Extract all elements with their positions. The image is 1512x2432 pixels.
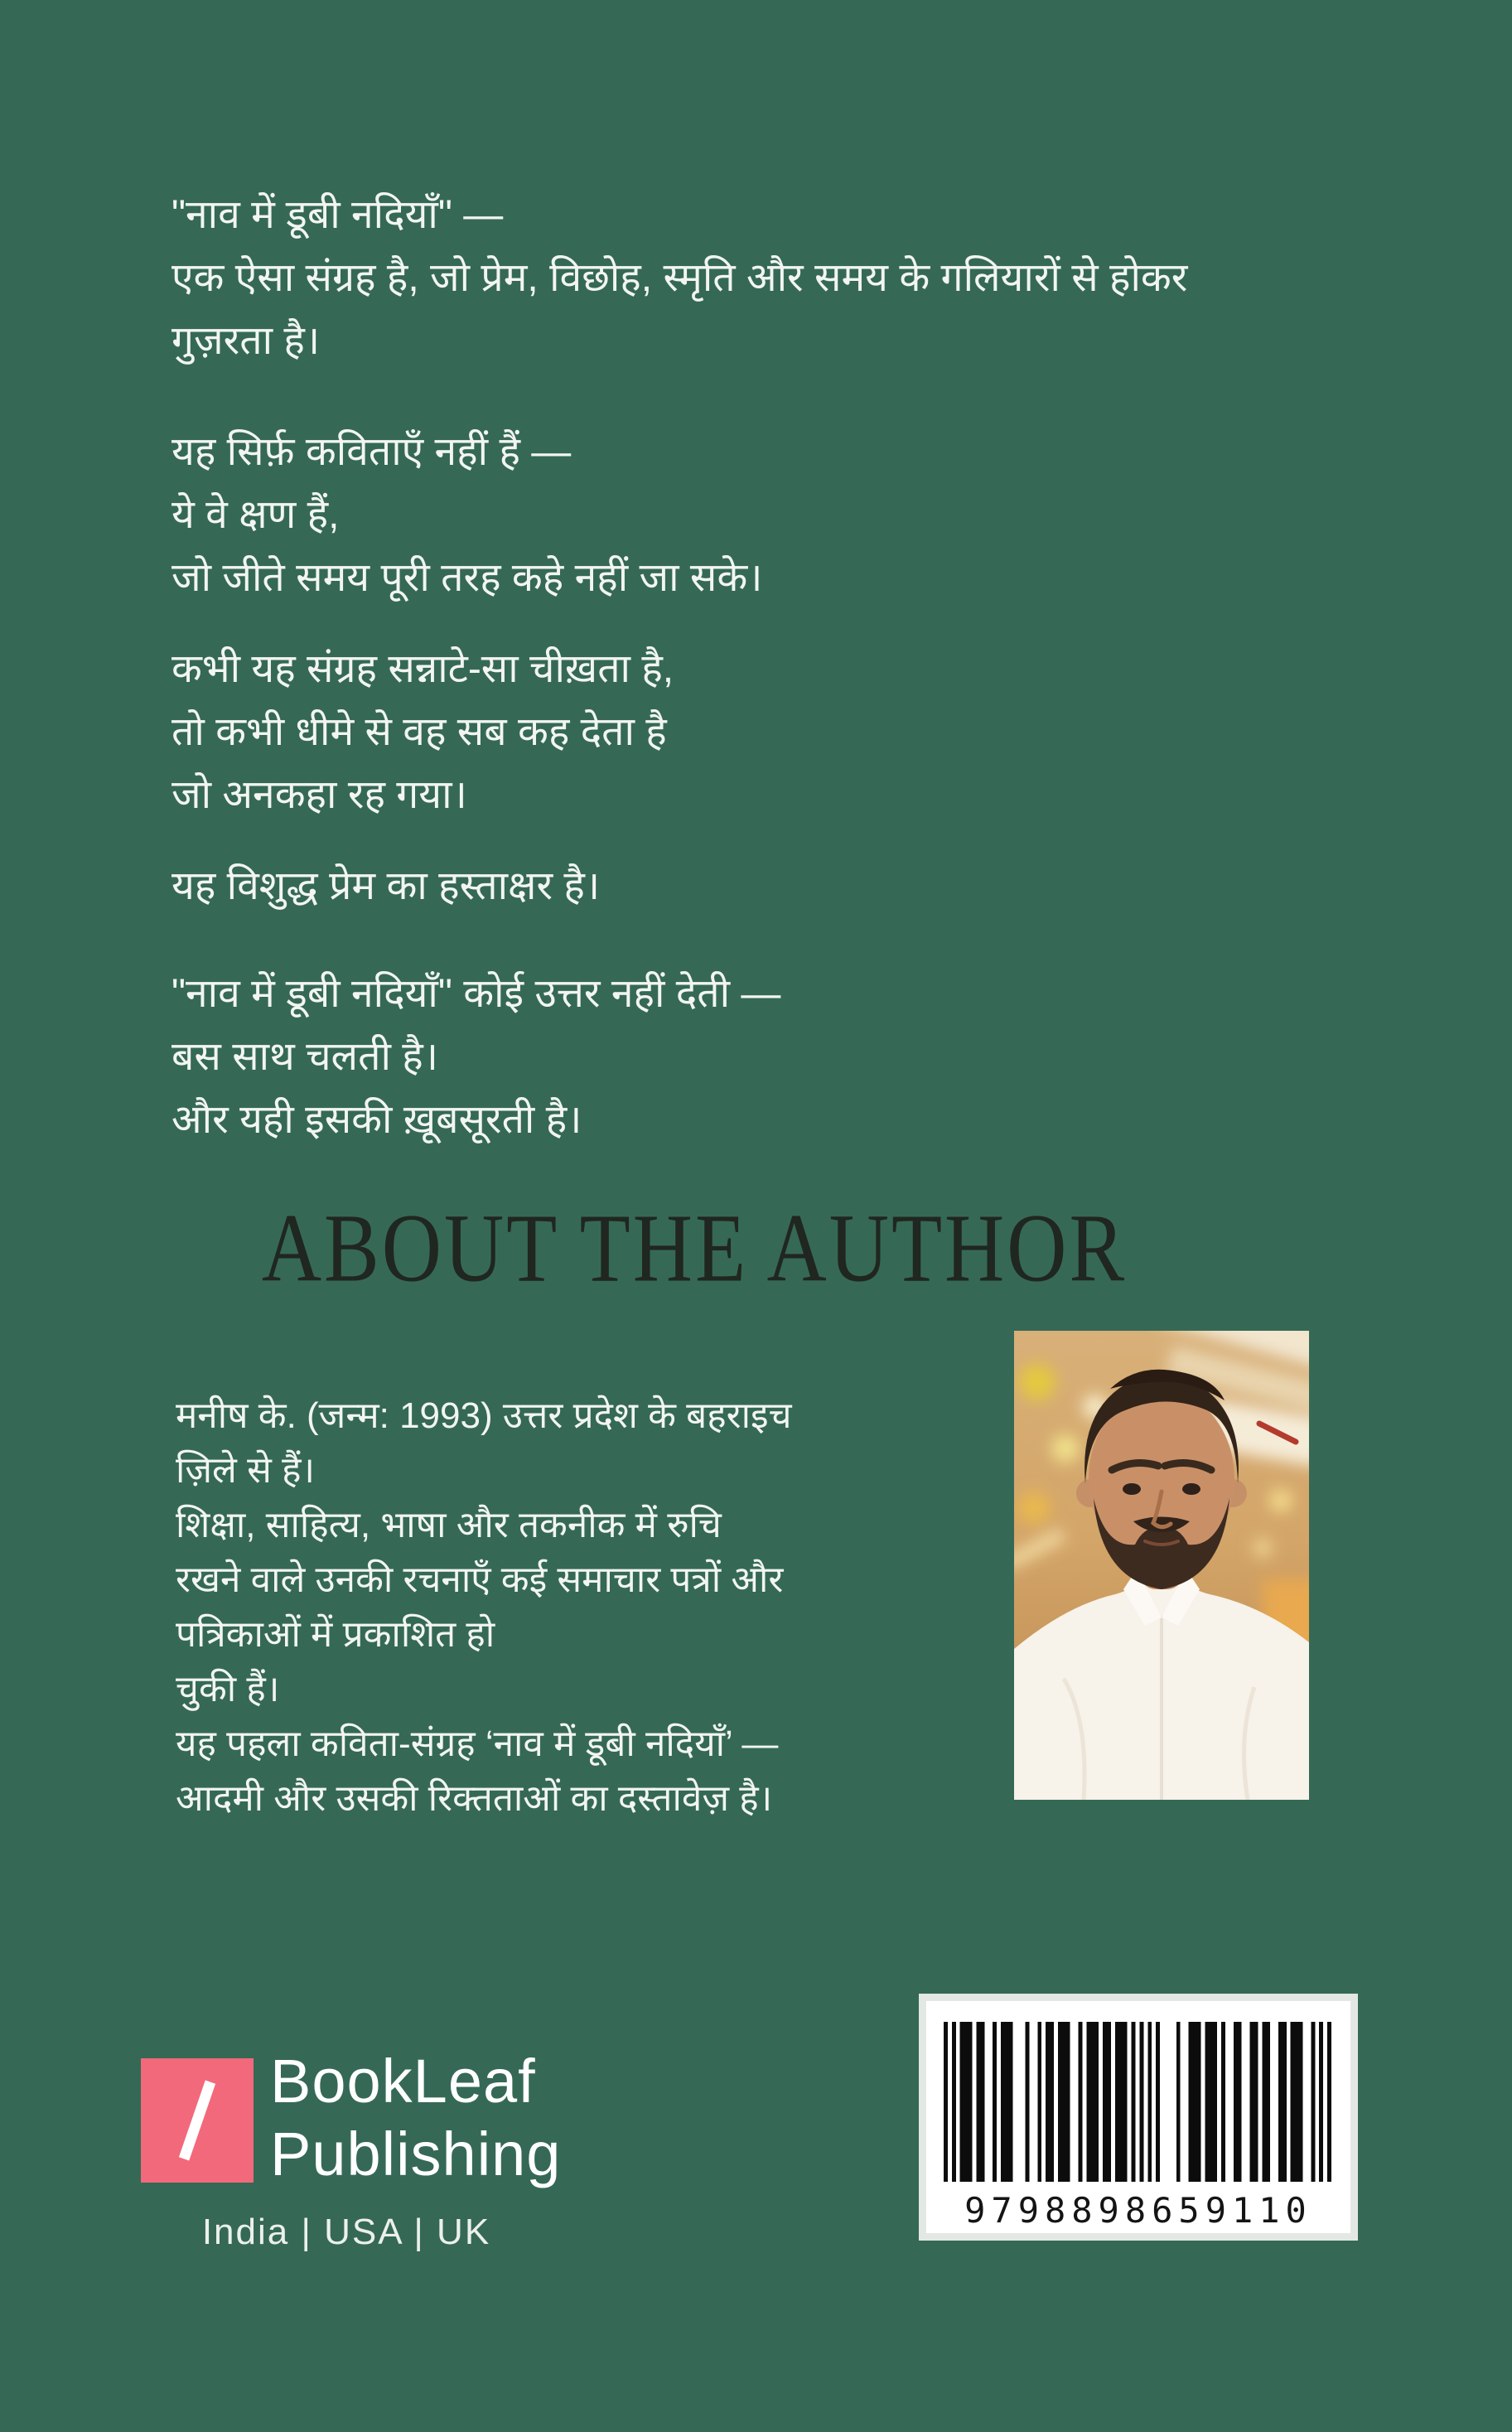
blurb-line: ये वे क्षण हैं, bbox=[171, 493, 340, 537]
blurb-line: गुज़रता है। bbox=[171, 319, 321, 363]
bio-line: आदमी और उसकी रिक्तताओं का दस्तावेज़ है। bbox=[176, 1778, 773, 1819]
blurb-line: यह सिर्फ़ कविताएँ नहीं हैं — bbox=[171, 430, 572, 474]
about-the-author-heading: ABOUT THE AUTHOR bbox=[261, 1193, 1128, 1303]
blurb-line: जो अनकहा रह गया। bbox=[171, 773, 467, 817]
blurb-line: तो कभी धीमे से वह सब कह देता है bbox=[171, 710, 667, 754]
blurb-line: यह विशुद्ध प्रेम का हस्ताक्षर है। bbox=[171, 864, 601, 908]
slash-icon bbox=[179, 2081, 215, 2161]
blurb-line: "नाव में डूबी नदियाँ" कोई उत्तर नहीं देती — bbox=[171, 972, 781, 1016]
author-photo-image bbox=[1014, 1331, 1309, 1800]
publisher-regions: India | USA | UK bbox=[201, 2212, 491, 2252]
blurb-line: कभी यह संग्रह सन्नाटे-सा चीख़ता है, bbox=[171, 647, 674, 691]
author-photo bbox=[1014, 1331, 1309, 1800]
bio-line: शिक्षा, साहित्य, भाषा और तकनीक में रुचि bbox=[176, 1505, 722, 1545]
publisher-name-line1: BookLeaf bbox=[270, 2047, 536, 2115]
blurb-paragraph bbox=[171, 184, 1348, 373]
publisher-name-line2: Publishing bbox=[270, 2120, 562, 2188]
blurb-line: जो जीते समय पूरी तरह कहे नहीं जा सके। bbox=[171, 556, 763, 600]
bio-line: रखने वाले उनकी रचनाएँ कई समाचार पत्रों और bbox=[176, 1559, 784, 1600]
bio-line: मनीष के. (जन्म: 1993) उत्तर प्रदेश के बहराइच bbox=[176, 1395, 792, 1436]
blurb-line: एक ऐसा संग्रह है, जो प्रेम, विछोह, स्मृति और समय के गलियारों से होकर bbox=[171, 256, 1188, 300]
barcode-number: 9798898659110 bbox=[964, 2190, 1312, 2231]
blurb-line: और यही इसकी ख़ूबसूरती है। bbox=[171, 1098, 582, 1142]
isbn-barcode bbox=[919, 1994, 1358, 2241]
bookleaf-logo-mark bbox=[141, 2058, 254, 2183]
bio-line: चुकी हैं। bbox=[176, 1669, 280, 1709]
barcode-bars bbox=[944, 2022, 1331, 2182]
blurb-paragraph bbox=[171, 421, 1348, 610]
blurb-paragraph bbox=[171, 638, 1348, 827]
blurb-line: बस साथ चलती है। bbox=[171, 1035, 438, 1079]
publisher-name bbox=[270, 2045, 561, 2191]
bio-line: ज़िले से हैं। bbox=[176, 1450, 316, 1491]
back-cover-blurb bbox=[171, 184, 1348, 1152]
blurb-line: "नाव में डूबी नदियाँ" — bbox=[171, 193, 504, 237]
bio-line: यह पहला कविता-संग्रह ‘नाव में डूबी नदियाँ’ — bbox=[176, 1724, 779, 1764]
author-bio bbox=[176, 1389, 1012, 1826]
bio-line: पत्रिकाओं में प्रकाशित हो bbox=[176, 1614, 495, 1655]
blurb-paragraph bbox=[171, 963, 1348, 1152]
blurb-paragraph bbox=[171, 855, 1348, 918]
